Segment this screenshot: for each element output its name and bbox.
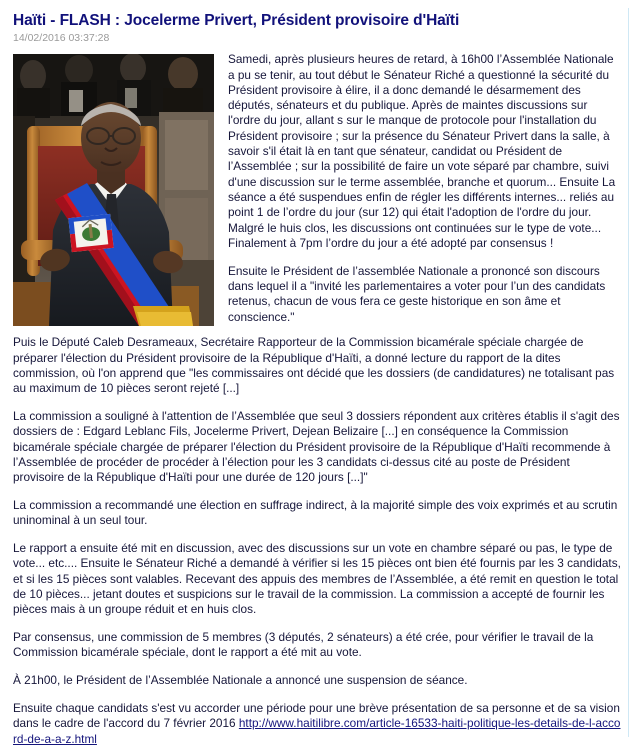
- paragraph: Puis le Député Caleb Desrameaux, Secrétaire Rapporteur de la Commission bicamérale spéciale chargée de préparer l'élection du Président provisoire de la République d'Haïti, a donné lecture du rapport de la dites commission, où l'on apprend que "les commissaires ont décidé que les dossiers (de candidatures) ne totalisant pas au maximum de 10 pièces seront rejeté [...]: [13, 335, 615, 396]
- paragraph: À 21h00, le Président de l’Assemblée Nationale a annoncé une suspension de séance.: [13, 673, 468, 688]
- page-title: Haïti - FLASH : Jocelerme Privert, Président provisoire d'Haïti: [13, 12, 460, 29]
- paragraph: Samedi, après plusieurs heures de retard, à 16h00 l’Assemblée Nationale a pu se tenir, au tout début le Sénateur Riché a questionné la sécurité du Président provisoire à élire, il a donc demandé le désarmement des députés, sénateurs et du publique. Après de maintes discussions sur l'ordre du jour, allant s sur le manque de protocole pour l'installation du Président provisoire ; sur la présence du Sénateur Privert dans la salle, à savoir s'il était là en tant que sénateur, candidat ou Président de l’Assemblée ; sur la possibilité de faire un vote séparé par chambre, suivi d'une discussion sur le terme assemblée, branche et quorum... Ensuite La séance a été suspendues enfin de régler les différents internes... reliés au point 1 de l’ordre du jour (sur 12) qui était l'adoption de l'ordre du jour. Malgré le huis clos, les discussions ont continuées sur le type de vote... Finalement à 7pm l’ordre du jour a été adopté par consensus !: [228, 52, 616, 250]
- page-right-divider: [628, 8, 629, 737]
- paragraph-with-link: [13, 701, 621, 747]
- source-article-link[interactable]: http://www.haitilibre.com/article-16533-haiti-politique-les-details-de-l-accord-de-a-a-z.html: [13, 716, 621, 746]
- paragraph: La commission a recommandé une élection en suffrage indirect, à la majorité simple des voix exprimés et au scrutin uninominal à un seul tour.: [13, 497, 618, 528]
- article-body: [13, 335, 621, 747]
- paragraph: Ensuite le Président de l’assemblée Nationale a prononcé son discours dans lequel il a "invité les parlementaires a voter pour l’un des candidats retenus, chacun de vous fera ce geste historique en son âme et conscience.": [228, 263, 606, 324]
- president-portrait-image: [13, 54, 214, 326]
- paragraph: Le rapport a ensuite été mit en discussion, avec des discussions sur un vote en chambre séparé ou pas, le type de vote... etc.... Ensuite le Sénateur Riché a demandé à vérifier si les 15 pièces ont bien été fournis par les 3 candidats, et si les 15 pièces sont valables. Recevant des appuis des membres de l’Assemblée, a été remit en question le total de 10 pièces... jetant doutes et suspicions sur le travail de la commission. La commission a accepté de fournir les pièces mais à un groupe réduit et en huis clos.: [13, 541, 621, 617]
- article-content: [13, 12, 621, 747]
- lead-block: [13, 52, 621, 335]
- paragraph: Par consensus, une commission de 5 membres (3 députés, 2 sénateurs) a été crée, pour vérifier le travail de la Commission bicamérale spéciale, dont le rapport a été mit au vote.: [13, 630, 594, 660]
- paragraph-lead-text: Ensuite chaque candidats s'est vu accorder une période pour une brève présentation de sa personne et de sa vision dans le cadre de l'accord du 7 février 2016: [13, 700, 620, 731]
- paragraph: La commission a souligné à l'attention de l’Assemblée que seul 3 dossiers répondent aux critères établis il s'agit des dossiers de : Edgard Leblanc Fils, Jocelerme Privert, Dejean Belizaire [...] en conséquence la Commission bicamérale spéciale chargée de préparer l'élection du Président provisoire de la République d'Haïti recommende à l’Assemblée de procéder de procéder à l’élection pour les 3 candidats ci-dessus cité au poste de Président provisoire de la République d'Haïti pour une durée de 120 jours [...]": [13, 408, 620, 485]
- article-photo: [13, 54, 214, 326]
- publish-timestamp: 14/02/2016 03:37:28: [13, 32, 110, 45]
